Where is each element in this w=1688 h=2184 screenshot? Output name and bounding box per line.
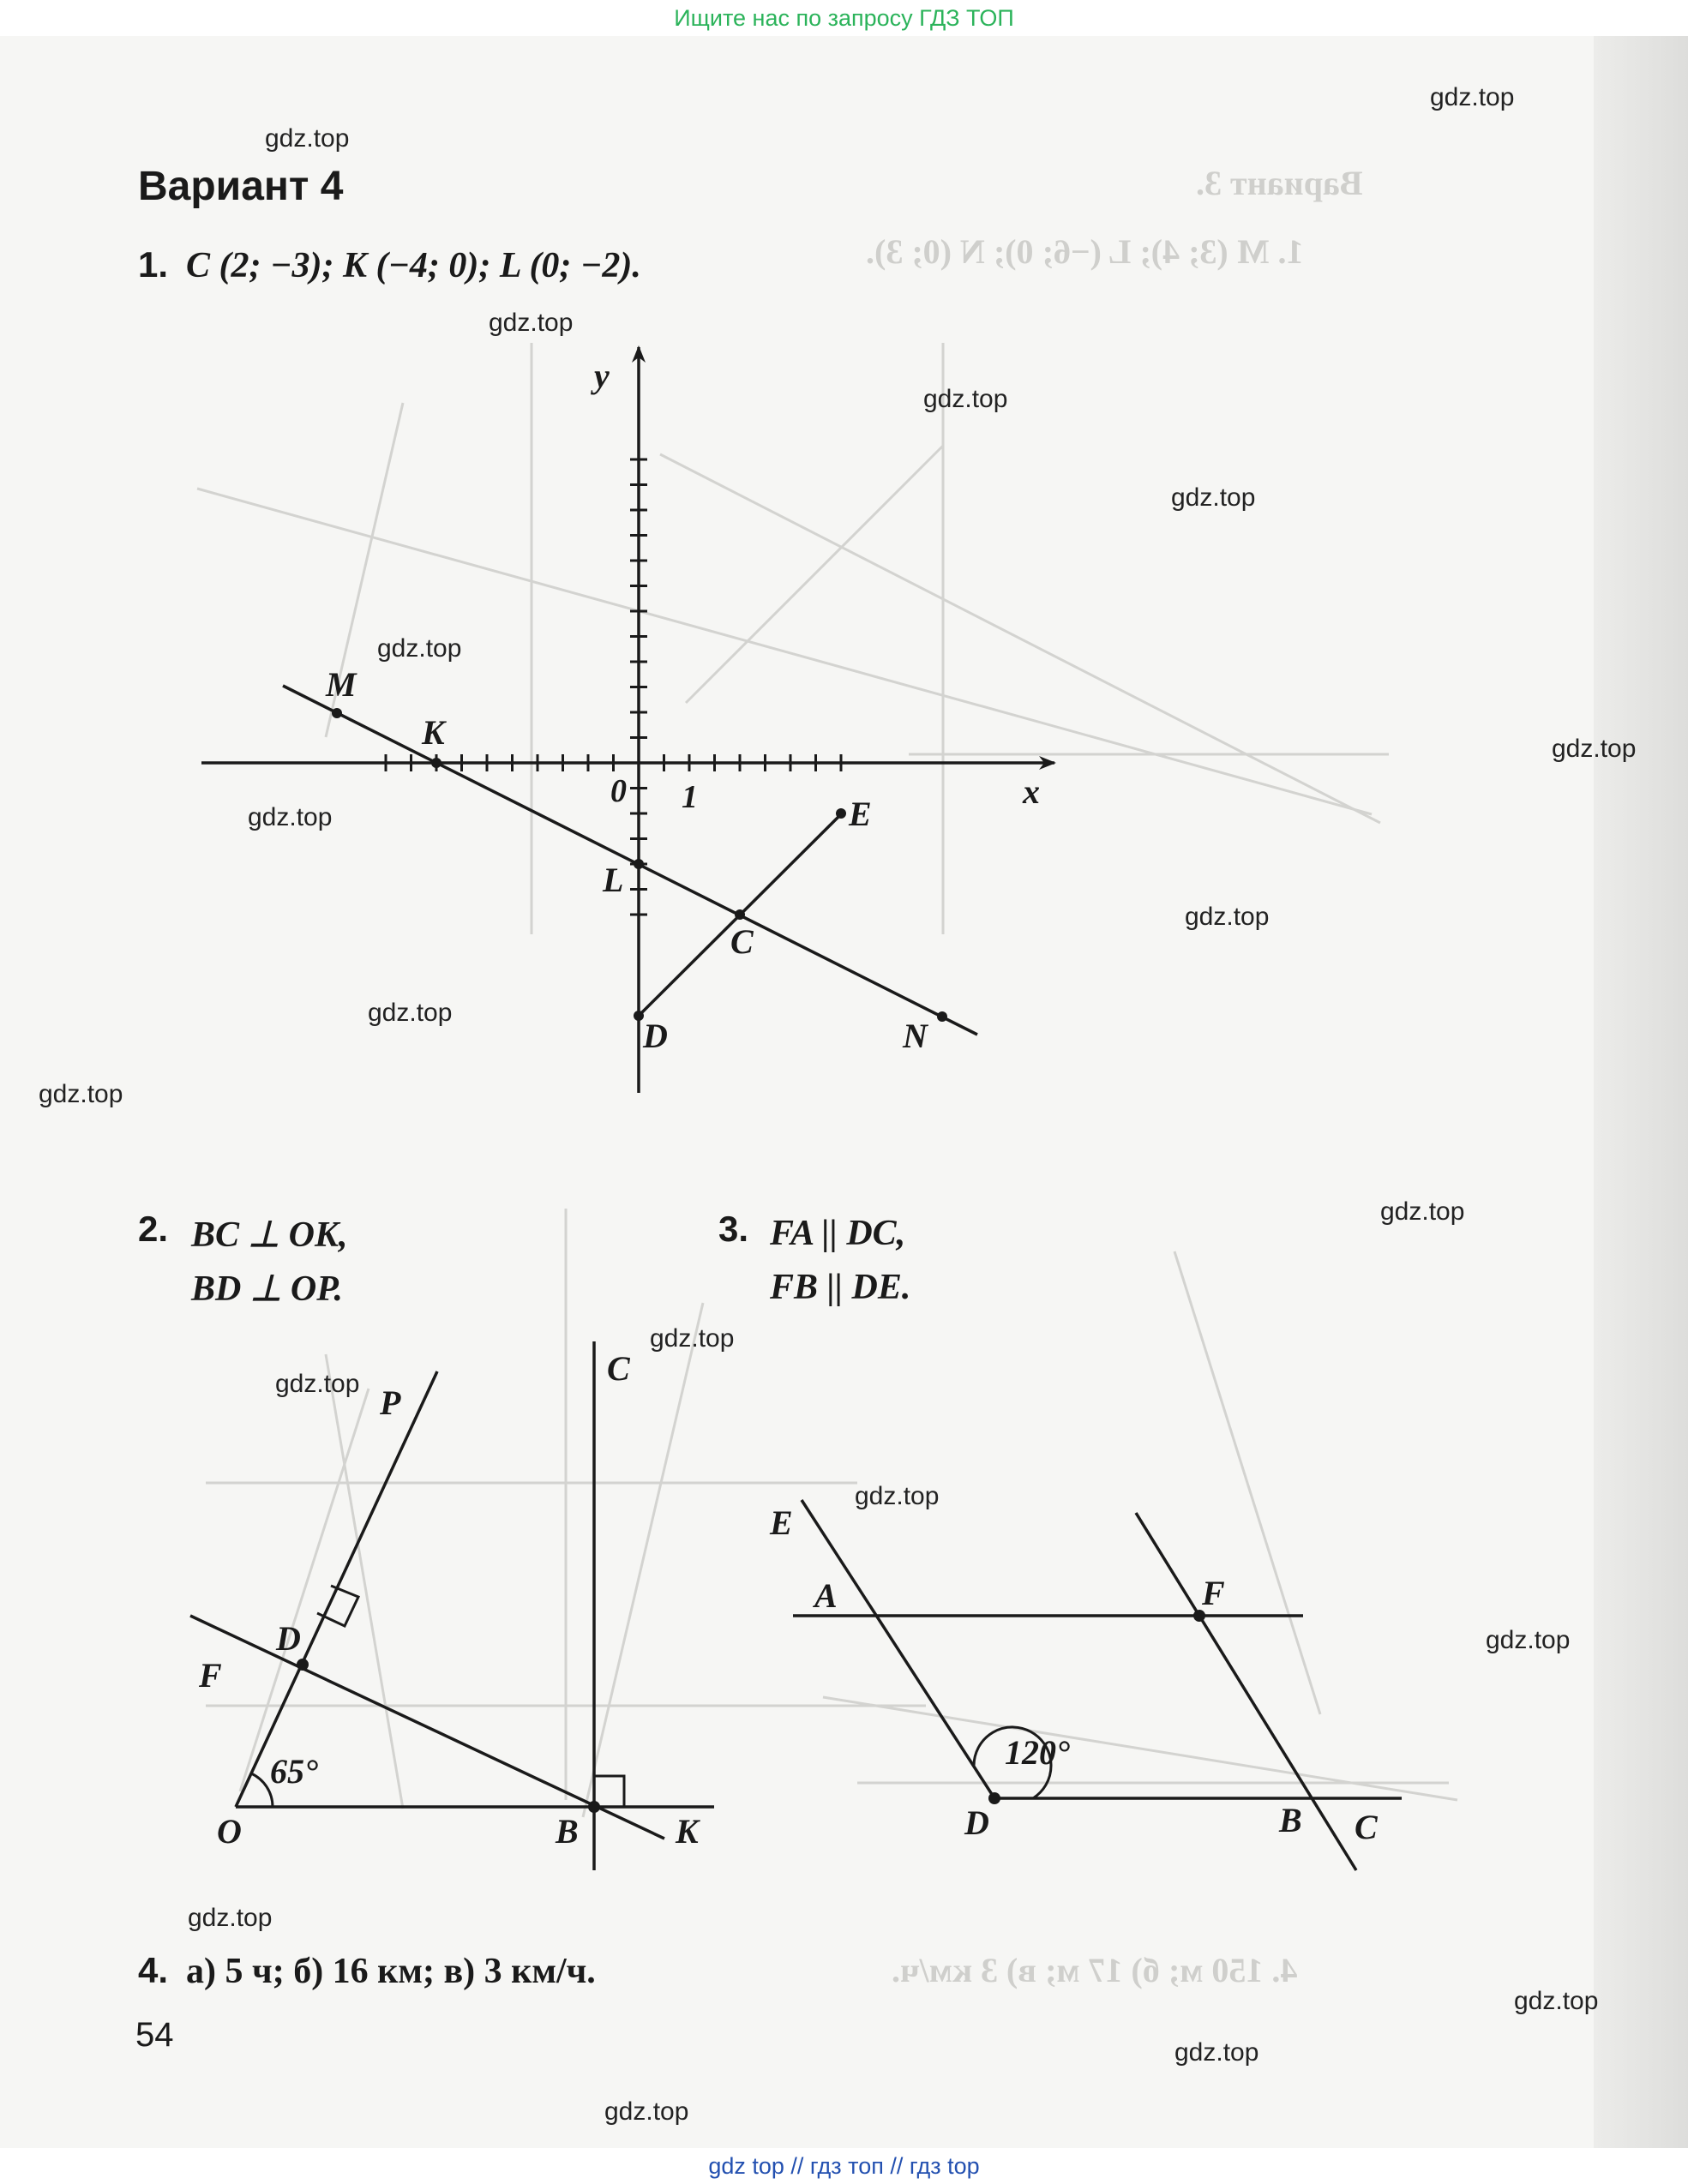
line-fb bbox=[1136, 1513, 1356, 1870]
watermark: gdz.top bbox=[1171, 483, 1256, 512]
watermark: gdz.top bbox=[1380, 1197, 1465, 1226]
point-d3 bbox=[988, 1792, 1000, 1804]
task3-line1: FA || DC, bbox=[770, 1214, 906, 1253]
label-k2: K bbox=[676, 1812, 699, 1851]
watermark: gdz.top bbox=[1486, 1626, 1571, 1654]
label-d2: D bbox=[276, 1619, 301, 1658]
watermark: gdz.top bbox=[275, 1370, 360, 1398]
label-c3: C bbox=[1355, 1808, 1378, 1846]
watermark: gdz.top bbox=[1185, 903, 1270, 931]
task4-text bbox=[138, 1950, 596, 1992]
ghost-line-1: Вариант 3. bbox=[1196, 164, 1363, 202]
watermark: gdz.top bbox=[604, 2097, 689, 2126]
label-l: L bbox=[603, 861, 624, 899]
task4-answer: а) 5 ч; б) 16 км; в) 3 км/ч. bbox=[186, 1952, 596, 1991]
watermark: gdz.top bbox=[39, 1080, 123, 1108]
label-p: P bbox=[380, 1383, 401, 1422]
label-e3: E bbox=[770, 1503, 793, 1542]
watermark: gdz.top bbox=[368, 999, 453, 1027]
label-n: N bbox=[903, 1017, 928, 1055]
label-d: D bbox=[643, 1017, 668, 1055]
label-c: C bbox=[730, 922, 754, 961]
watermark: gdz.top bbox=[188, 1904, 273, 1932]
page-title: Вариант 4 bbox=[138, 164, 344, 209]
label-f2: F bbox=[199, 1656, 222, 1695]
task1-answer-text: C (2; −3); K (−4; 0); L (0; −2). bbox=[186, 246, 641, 285]
task2-line1: BC ⊥ OK, bbox=[191, 1215, 348, 1255]
watermark: gdz.top bbox=[377, 634, 462, 663]
watermark: gdz.top bbox=[1174, 2038, 1259, 2067]
label-x: x bbox=[1023, 772, 1040, 811]
watermark: gdz.top bbox=[1514, 1987, 1599, 2015]
angle-120: 120° bbox=[1005, 1733, 1070, 1772]
angle-65: 65° bbox=[270, 1752, 318, 1791]
watermark: gdz.top bbox=[489, 309, 574, 337]
label-one: 1 bbox=[682, 779, 698, 815]
watermark: gdz.top bbox=[1552, 735, 1637, 763]
page-number: 54 bbox=[135, 2016, 174, 2054]
line-ed bbox=[802, 1500, 994, 1798]
label-e: E bbox=[849, 795, 872, 833]
task2-number: 2. bbox=[138, 1209, 169, 1249]
task4-number: 4. bbox=[138, 1950, 169, 1990]
watermark: gdz.top bbox=[855, 1482, 940, 1510]
ghost-line-3: 4. 150 м; б) 17 м; в) 3 км/ч. bbox=[892, 1951, 1298, 1989]
watermark: gdz.top bbox=[650, 1324, 735, 1353]
task3-number: 3. bbox=[718, 1209, 749, 1249]
watermark: gdz.top bbox=[1430, 83, 1515, 111]
label-b3: B bbox=[1279, 1801, 1302, 1839]
watermark: gdz.top bbox=[248, 803, 333, 831]
label-f3: F bbox=[1202, 1574, 1225, 1612]
label-y: y bbox=[594, 357, 610, 395]
bottom-banner[interactable]: gdz top // гдз топ // гдз top bbox=[0, 2148, 1688, 2184]
label-m: M bbox=[326, 665, 357, 704]
top-banner[interactable]: Ищите нас по запросу ГДЗ ТОП bbox=[0, 0, 1688, 36]
label-a3: A bbox=[814, 1576, 838, 1615]
label-origin: 0 bbox=[610, 773, 627, 809]
label-k: K bbox=[422, 713, 445, 752]
watermark: gdz.top bbox=[923, 385, 1008, 413]
task1-number: 1. bbox=[138, 244, 169, 285]
task3-line2: FB || DE. bbox=[770, 1268, 911, 1307]
task2-line2: BD ⊥ OP. bbox=[191, 1269, 344, 1309]
ghost-line-2: 1. M (3; 4); L (−6; 0); N (0; 3). bbox=[866, 232, 1304, 271]
label-d3: D bbox=[964, 1803, 989, 1842]
watermark: gdz.top bbox=[265, 124, 350, 153]
label-b2: B bbox=[556, 1812, 579, 1851]
label-o2: O bbox=[217, 1812, 242, 1851]
label-c2: C bbox=[607, 1349, 630, 1388]
